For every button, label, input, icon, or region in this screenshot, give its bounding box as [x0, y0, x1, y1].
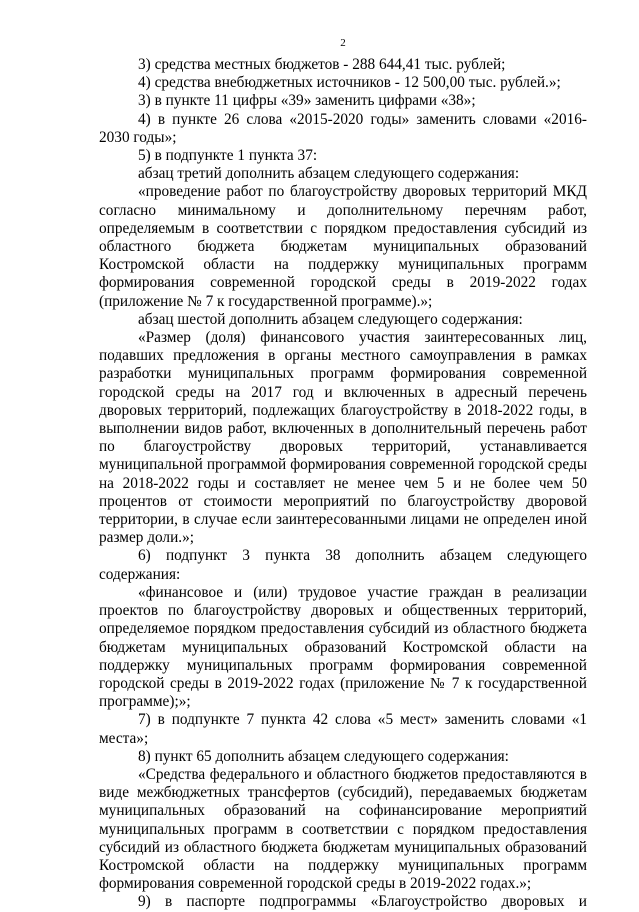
paragraph-quote-works: «проведение работ по благоустройству дворовых территорий МКД согласно минимальному и дополнительному перечням работ, определяемым в соответствии с порядком предоставления субсидий из областного бюджета бюджетам муниципальных образований Костромской области на поддержку муниципальных программ формирования современной городской среды в 2019-2022 годах (приложение № 7 к государственной программе).»; [99, 183, 587, 310]
paragraph-local-budget-funds: 3) средства местных бюджетов - 288 644,41 тыс. рублей; [138, 56, 506, 73]
paragraph-item-5-point-37: 5) в подпункте 1 пункта 37: [138, 147, 318, 165]
paragraph-item-9-passport: 9) в паспорте подпрограммы «Благоустройство дворовых и [138, 893, 587, 911]
paragraph-item-8-point-65: 8) пункт 65 дополнить абзацем следующего содержания: [138, 747, 509, 765]
paragraph-item-6-point-38: 6) подпункт 3 пункта 38 дополнить абзацем следующего содержания: [99, 547, 587, 583]
paragraph-item-7-point-42: 7) в подпункте 7 пункта 42 слова «5 мест» заменить словами «1 места»; [99, 711, 587, 747]
paragraph-item-3-point-11: 3) в пункте 11 цифры «39» заменить цифрами «38»; [138, 92, 476, 110]
paragraph-quote-participation: «финансовое и (или) трудовое участие граждан в реализации проектов по благоустройству дворовых и общественных территорий, определяемое порядком предоставления субсидий из областного бюджета бюджетам муниципальных образований Костромской области на поддержку муниципальных программ формирования современной городской среды в 2019-2022 годах (приложение № 7 к государственной программе);»; [99, 583, 587, 711]
paragraph-quote-funds: «Средства федерального и областного бюджетов предоставляются в виде межбюджетных трансфертов (субсидий), передаваемых бюджетам муниципальных образований на софинансирование мероприятий муниципальных программ в соответствии с порядком предоставления субсидий из областного бюджета бюджетам муниципальных образований Костромской области на поддержку муниципальных программ формирования современной городской среды в 2019-2022 годах.»; [99, 765, 587, 893]
document-body [99, 56, 587, 912]
paragraph-quote-share: «Размер (доля) финансового участия заинтересованных лиц, подавших предложения в органы местного самоуправления в рамках разработки муниципальных программ формирования современной городской среды на 2017 год и включенных в адресный перечень дворовых территорий, подлежащих благоустройству в 2018-2022 годы, в выполнении видов работ, включенных в дополнительный перечень работ по благоустройству дворовых территорий, устанавливается муниципальной программой формирования современной городской среды на 2018-2022 годы и составляет не менее чем 5 и не более чем 50 процентов от стоимости мероприятий по благоустройству дворовой территории, в случае если заинтересованными лицами не определен иной размер доли.»; [99, 329, 587, 547]
paragraph-item-4-point-26: 4) в пункте 26 слова «2015-2020 годы» заменить словами «2016-2030 годы»; [99, 110, 587, 146]
paragraph-third-abzac-intro: абзац третий дополнить абзацем следующего содержания: [138, 165, 520, 183]
paragraph-sixth-abzac-intro: абзац шестой дополнить абзацем следующего содержания: [138, 310, 523, 328]
paragraph-extrabudgetary-funds: 4) средства внебюджетных источников - 12 500,00 тыс. рублей.»; [138, 74, 561, 92]
page-number: 2 [340, 37, 346, 49]
